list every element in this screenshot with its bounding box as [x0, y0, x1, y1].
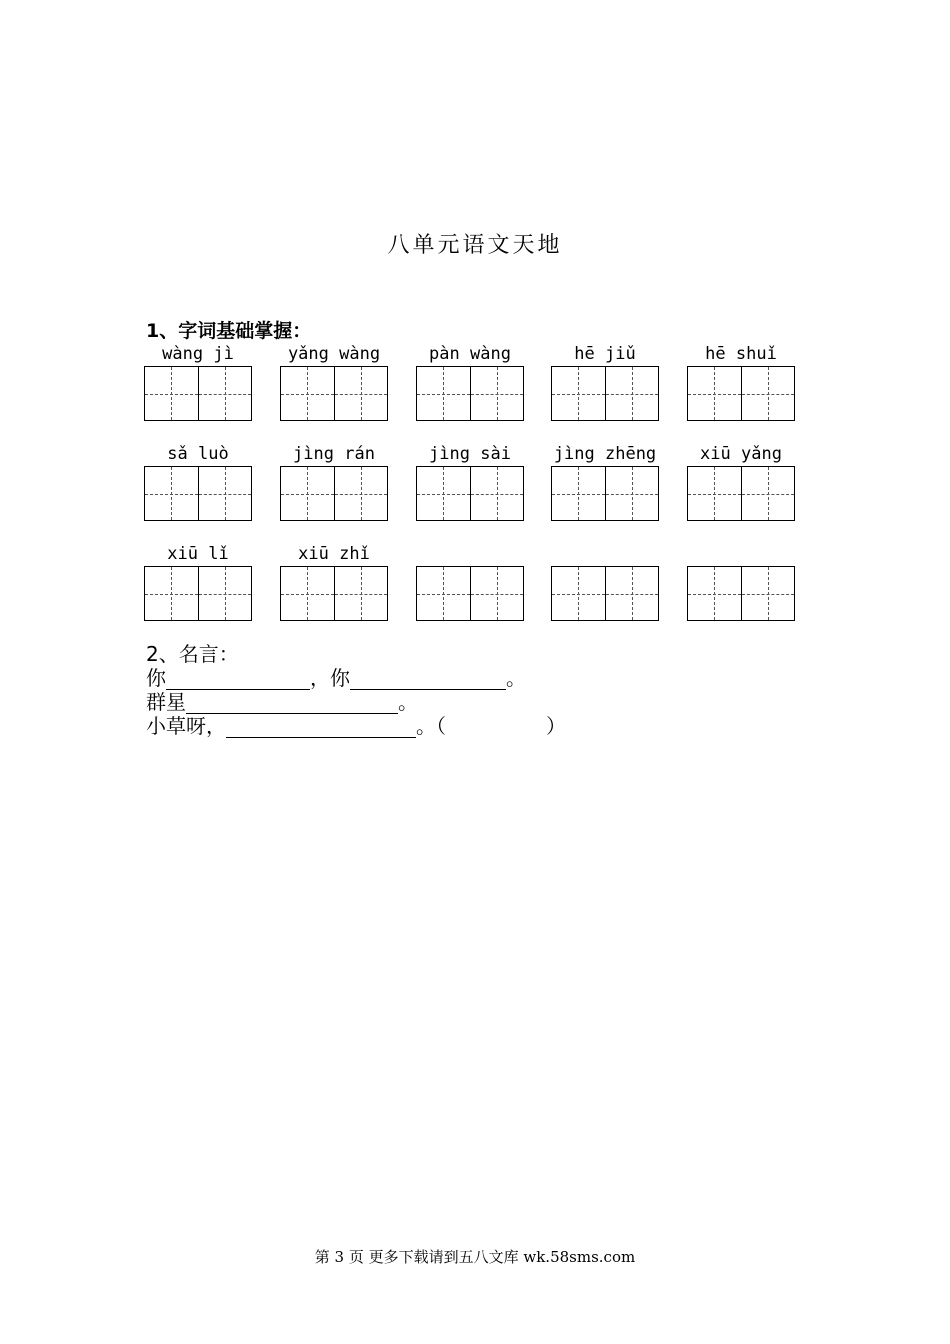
tianzige-boxes[interactable] [416, 366, 524, 421]
pinyin-label: yǎng wàng [287, 344, 381, 364]
word-cell [144, 542, 252, 621]
tianzige-boxes[interactable] [280, 366, 388, 421]
section-1-heading: 1、字词基础掌握： [146, 320, 312, 342]
word-cell [551, 442, 659, 521]
word-cell [280, 542, 388, 621]
page-title: 八单元语文天地 [387, 233, 563, 258]
quote-line-1-end: 。 [506, 666, 526, 690]
pinyin-label: xiū lǐ [167, 544, 229, 564]
word-cell [416, 442, 524, 521]
tianzige-boxes[interactable] [416, 566, 524, 621]
pinyin-label: jìng zhēng [553, 444, 657, 464]
fill-blank[interactable] [186, 693, 398, 714]
pinyin-label: xiū zhǐ [298, 544, 370, 564]
tianzige-boxes[interactable] [144, 566, 252, 621]
quote-line-3-end: 。（ ） [416, 714, 566, 738]
word-cell [687, 542, 795, 621]
pinyin-label: sǎ luò [167, 444, 229, 464]
pinyin-label [549, 542, 661, 566]
pinyin-label [685, 542, 797, 566]
pinyin-label [414, 542, 526, 566]
fill-blank[interactable] [226, 717, 416, 738]
word-cell [144, 342, 252, 421]
quote-line-2-start: 群星 [146, 690, 186, 714]
tianzige-boxes[interactable] [416, 466, 524, 521]
word-cell [687, 342, 795, 421]
tianzige-boxes[interactable] [551, 366, 659, 421]
quote-line-3 [146, 714, 566, 738]
word-cell [280, 442, 388, 521]
word-cell [551, 342, 659, 421]
word-cell [416, 342, 524, 421]
tianzige-boxes[interactable] [551, 566, 659, 621]
quote-line-1-start: 你 [146, 666, 166, 690]
pinyin-label: pàn wàng [429, 344, 511, 364]
tianzige-boxes[interactable] [144, 366, 252, 421]
quote-line-3-start: 小草呀， [146, 714, 226, 738]
pinyin-label: hē jiǔ [574, 344, 636, 364]
tianzige-boxes[interactable] [144, 466, 252, 521]
grid-row-2 [144, 442, 804, 542]
word-cell [144, 442, 252, 521]
tianzige-boxes[interactable] [687, 466, 795, 521]
quote-line-1 [146, 666, 526, 690]
word-cell [280, 342, 388, 421]
pinyin-label: wàng jì [162, 344, 234, 364]
pinyin-label: jìng sài [429, 444, 511, 464]
quote-line-1-middle: ，你 [310, 666, 350, 690]
quote-line-2 [146, 690, 418, 714]
tianzige-boxes[interactable] [687, 566, 795, 621]
tianzige-boxes[interactable] [551, 466, 659, 521]
grid-row-3 [144, 542, 804, 642]
page-footer: 第 3 页 更多下载请到五八文库 wk.58sms.com [314, 1248, 636, 1266]
pinyin-writing-grid [144, 342, 804, 642]
word-cell [416, 542, 524, 621]
word-cell [687, 442, 795, 521]
fill-blank[interactable] [350, 669, 506, 690]
tianzige-boxes[interactable] [687, 366, 795, 421]
quote-line-2-end: 。 [398, 690, 418, 714]
section-2-heading: 2、名言： [146, 642, 239, 666]
pinyin-label: hē shuǐ [705, 344, 777, 364]
tianzige-boxes[interactable] [280, 466, 388, 521]
fill-blank[interactable] [166, 669, 310, 690]
pinyin-label: xiū yǎng [700, 444, 782, 464]
word-cell [551, 542, 659, 621]
pinyin-label: jìng rán [293, 444, 375, 464]
grid-row-1 [144, 342, 804, 442]
tianzige-boxes[interactable] [280, 566, 388, 621]
